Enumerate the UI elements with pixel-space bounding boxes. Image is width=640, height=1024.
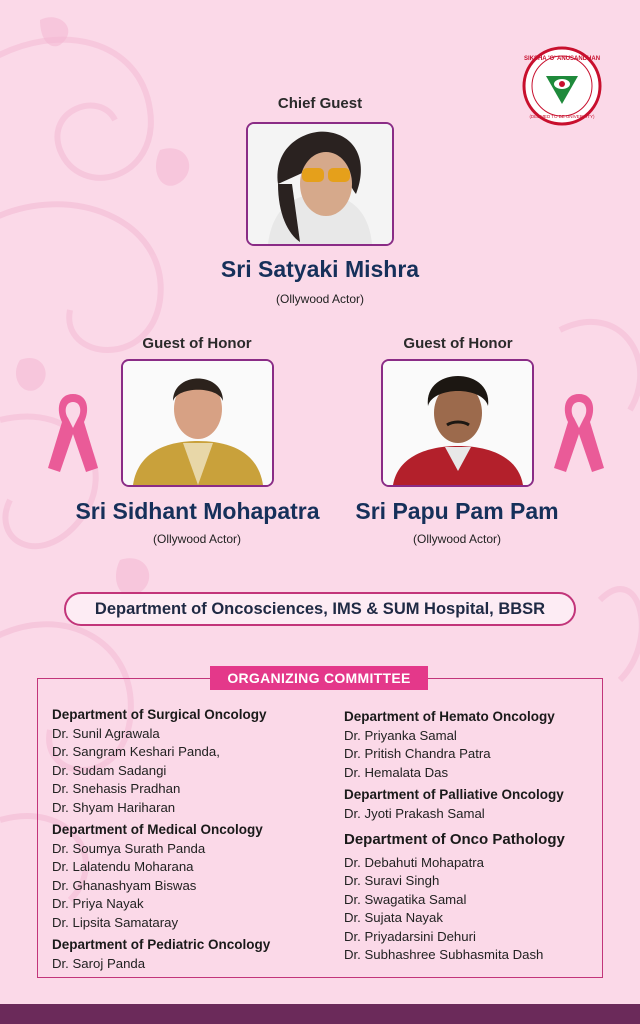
dept-heading: Department of Surgical Oncology <box>52 707 267 722</box>
member: Dr. Priya Nayak <box>52 896 144 911</box>
guest-of-honor-photo-2 <box>381 359 534 487</box>
member: Dr. Subhashree Subhasmita Dash <box>344 947 544 962</box>
guest-of-honor-role-1: (Ollywood Actor) <box>152 532 242 546</box>
guest-of-honor-caption-1: Guest of Honor <box>142 335 252 352</box>
guest-of-honor-name-1: Sri Sidhant Mohapatra <box>75 498 320 524</box>
committee-right-column <box>344 708 594 965</box>
logo-text-top: SIKSHA 'O' ANUSANDHAN <box>523 56 601 62</box>
member: Dr. Jyoti Prakash Samal <box>344 805 485 821</box>
member: Dr. Hemalata Das <box>344 764 449 780</box>
member: Dr. Soumya Surath Panda <box>52 840 206 856</box>
chief-guest-caption: Chief Guest <box>277 95 363 112</box>
university-logo <box>522 46 602 126</box>
member: Dr. Priyadarsini Dehuri <box>344 928 476 944</box>
committee-title: ORGANIZING COMMITTEE <box>210 666 428 690</box>
guest-of-honor-caption-2: Guest of Honor <box>403 335 513 352</box>
member: Dr. Priyanka Samal <box>344 727 457 743</box>
member: Dr. Sunil Agrawala <box>52 725 160 741</box>
guest-of-honor-role-2: (Ollywood Actor) <box>412 532 502 546</box>
dept-heading: Department of Medical Oncology <box>52 822 263 837</box>
member: Dr. Pritish Chandra Patra <box>344 746 491 761</box>
pink-ribbon-icon <box>550 388 608 474</box>
member: Dr. Lipsita Samataray <box>52 914 179 930</box>
guest-of-honor-photo-1 <box>121 359 274 487</box>
member: Dr. Shyam Hariharan <box>52 799 176 815</box>
committee-left-column <box>52 706 332 973</box>
dept-heading: Department of Pediatric Oncology <box>52 937 271 952</box>
chief-guest-photo <box>246 122 394 246</box>
logo-text-bottom: (DEEMED TO BE UNIVERSITY) <box>529 114 595 119</box>
chief-guest-name: Sri Satyaki Mishra <box>220 256 420 282</box>
department-banner: Department of Oncosciences, IMS & SUM Hospital, BBSR <box>64 592 576 626</box>
member: Dr. Suravi Singh <box>344 873 440 888</box>
member: Dr. Swagatika Samal <box>344 891 467 907</box>
member: Dr. Snehasis Pradhan <box>52 781 181 796</box>
footer-bar <box>0 1004 640 1024</box>
dept-heading: Department of Hemato Oncology <box>344 709 555 724</box>
member: Dr. Saroj Panda <box>52 955 146 971</box>
member: Dr. Sujata Nayak <box>344 910 443 925</box>
member: Dr. Sangram Keshari Panda, <box>52 744 220 759</box>
member: Dr. Lalatendu Moharana <box>52 859 194 874</box>
guest-of-honor-name-2: Sri Papu Pam Pam <box>355 498 559 524</box>
pink-ribbon-icon <box>44 388 102 474</box>
member: Dr. Ghanashyam Biswas <box>52 877 197 893</box>
chief-guest-role: (Ollywood Actor) <box>275 292 365 306</box>
member: Dr. Sudam Sadangi <box>52 762 167 778</box>
dept-heading: Department of Palliative Oncology <box>344 787 564 802</box>
member: Dr. Debahuti Mohapatra <box>344 854 485 870</box>
dept-heading: Department of Onco Pathology <box>344 831 565 848</box>
